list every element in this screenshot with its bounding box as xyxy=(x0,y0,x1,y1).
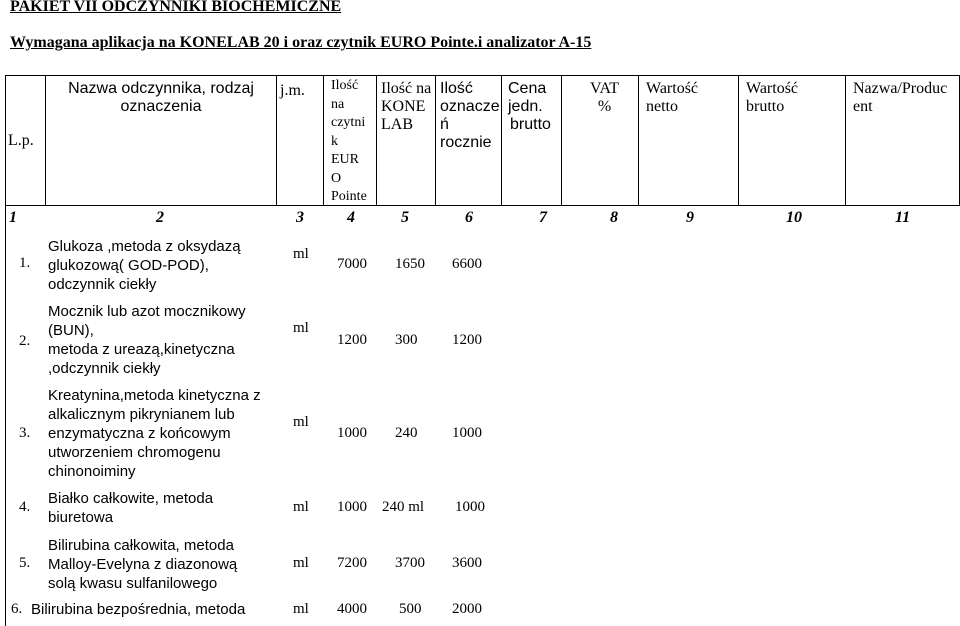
row-unit: ml xyxy=(293,601,309,617)
row-qty-euro: 7200 xyxy=(337,555,367,571)
row-qty-euro: 1000 xyxy=(337,425,367,441)
reagent-name: Bilirubina bezpośrednia, metoda xyxy=(31,601,246,618)
column-number: 5 xyxy=(401,209,409,226)
column-number: 10 xyxy=(786,209,802,226)
row-lp: 5. xyxy=(19,555,31,571)
column-number: 2 xyxy=(156,209,164,226)
header-vat: VAT % xyxy=(590,80,620,115)
row-qty-konelab: 500 xyxy=(399,601,422,617)
row-lp: 4. xyxy=(19,499,31,515)
header-net-value: Wartość netto xyxy=(646,80,699,115)
header-producer: Nazwa/Produc ent xyxy=(853,80,948,115)
header-qty-euro: Ilość na czytni k EUR O Pointe xyxy=(331,78,367,204)
column-number: 4 xyxy=(347,209,355,226)
header-price: Cena jedn. brutto xyxy=(508,80,551,133)
reagent-name: Bilirubina całkowita, metoda Malloy-Evelyna z diazonową solą kwasu sulfanilowego xyxy=(48,537,238,592)
row-lp: 2. xyxy=(19,333,31,349)
row-qty-euro: 1000 xyxy=(337,499,367,515)
row-qty-annual: 1000 xyxy=(452,425,482,441)
column-number: 6 xyxy=(465,209,473,226)
row-qty-konelab: 240 ml xyxy=(382,499,425,515)
header-name: Nazwa odczynnika, rodzaj oznaczenia xyxy=(68,80,254,115)
column-number: 7 xyxy=(539,209,547,226)
reagent-name: Białko całkowite, metoda biuretowa xyxy=(48,490,214,526)
row-lp: 6. xyxy=(11,601,23,617)
row-qty-konelab: 1650 xyxy=(395,256,425,272)
document-title: PAKIET VII ODCZYNNIKI BIOCHEMICZNE xyxy=(10,0,342,15)
row-unit: ml xyxy=(293,320,309,336)
header-qty-konelab: Ilość na KONE LAB xyxy=(381,80,432,133)
column-number: 1 xyxy=(9,209,17,226)
reagent-name: Kreatynina,metoda kinetyczna z alkalicznym pikrynianem lub enzymatyczna z końcowym utworzeniem chromogenu chinonoiminy xyxy=(48,387,261,480)
reagent-name: Glukoza ,metoda z oksydazą glukozową( GOD-POD), odczynnik ciekły xyxy=(48,238,241,293)
reagent-name: Mocznik lub azot mocznikowy (BUN), metoda z ureazą,kinetyczna ,odczynnik ciekły xyxy=(48,303,246,377)
row-qty-annual: 2000 xyxy=(452,601,482,617)
row-qty-euro: 1200 xyxy=(337,332,367,348)
row-unit: ml xyxy=(293,555,309,571)
column-number: 11 xyxy=(895,209,911,226)
row-qty-euro: 7000 xyxy=(337,256,367,272)
row-qty-euro: 4000 xyxy=(337,601,367,617)
header-gross-value: Wartość brutto xyxy=(746,80,799,115)
row-qty-annual: 6600 xyxy=(452,256,482,272)
row-qty-annual: 1000 xyxy=(455,499,485,515)
row-qty-konelab: 240 xyxy=(395,425,418,441)
header-qty-annual: Ilość oznacze ń rocznie xyxy=(440,80,500,151)
document-subtitle: Wymagana aplikacja na KONELAB 20 i oraz czytnik EURO Pointe.i analizator A-15 xyxy=(10,34,592,51)
column-number: 9 xyxy=(686,209,694,226)
row-unit: ml xyxy=(293,499,309,515)
header-unit: j.m. xyxy=(280,82,305,99)
column-number: 3 xyxy=(296,209,304,226)
row-unit: ml xyxy=(293,414,309,430)
column-number: 8 xyxy=(610,209,618,226)
row-qty-konelab: 300 xyxy=(395,332,418,348)
row-qty-konelab: 3700 xyxy=(395,555,425,571)
row-qty-annual: 3600 xyxy=(452,555,482,571)
row-qty-annual: 1200 xyxy=(452,332,482,348)
header-lp: L.p. xyxy=(8,132,34,149)
row-unit: ml xyxy=(293,246,309,262)
row-lp: 1. xyxy=(19,255,31,271)
row-lp: 3. xyxy=(19,425,31,441)
